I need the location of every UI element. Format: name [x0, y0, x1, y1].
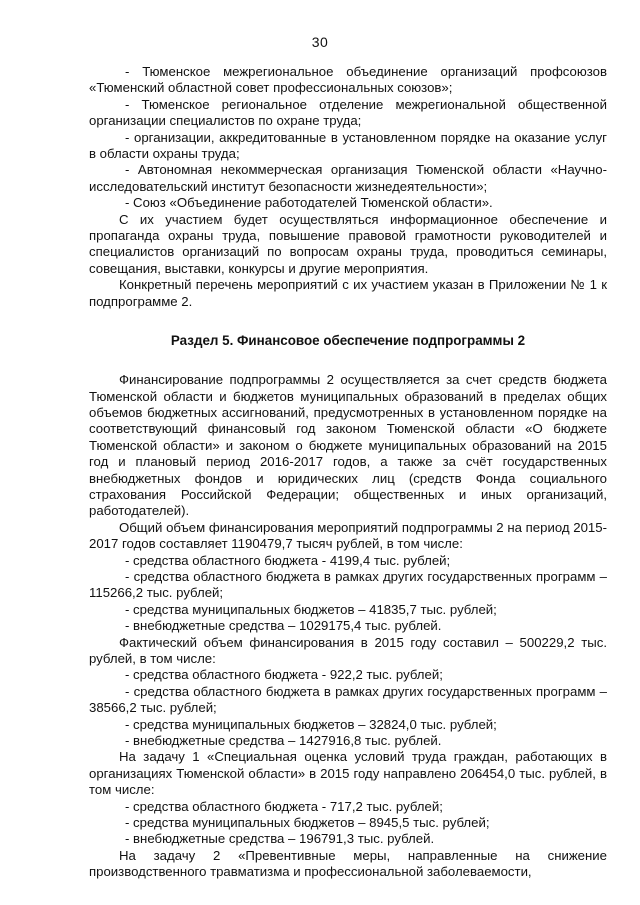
list-item: - средства областного бюджета - 922,2 тыс. рублей;	[125, 667, 443, 683]
paragraph: Конкретный перечень мероприятий с их участием указан в Приложении № 1 к подпрограмме 2.	[89, 277, 607, 309]
list-item: - средства областного бюджета - 4199,4 тыс. рублей;	[125, 552, 451, 568]
list-item: - Союз «Объединение работодателей Тюменской области».	[125, 195, 493, 211]
list-item: - внебюджетные средства – 1427916,8 тыс. рублей.	[125, 733, 442, 749]
list-item: - средства областного бюджета в рамках других государственных программ – 38566,2 тыс. рублей;	[89, 683, 607, 716]
paragraph: С их участием будет осуществляться информационное обеспечение и пропаганда охраны труда, повышение правовой грамотности руководителей и специалистов организаций по вопросам охраны труда, проводиться семинары, совещания, выставки, конкурсы и другие мероприятия.	[89, 211, 607, 276]
list-item: - Автономная некоммерческая организация Тюменской области «Научно-исследовательский институт безопасности жизнедеятельности»;	[89, 162, 607, 194]
paragraph: Общий объем финансирования мероприятий подпрограммы 2 на период 2015-2017 годов составляет 1190479,7 тысяч рублей, в том числе:	[89, 519, 607, 552]
list-item: - организации, аккредитованные в установленном порядке на оказание услуг в области охраны труда;	[89, 129, 607, 162]
list-item: - средства областного бюджета - 717,2 тыс. рублей;	[125, 798, 443, 814]
list-item: - средства муниципальных бюджетов – 41835,7 тыс. рублей;	[125, 601, 497, 617]
list-item: - Тюменское региональное отделение межрегиональной общественной организации специалистов по охране труда;	[89, 96, 607, 129]
list-item: - Тюменское межрегиональное объединение организаций профсоюзов «Тюменский областной совет профессиональных союзов»;	[89, 64, 607, 96]
paragraph: На задачу 2 «Превентивные меры, направленные на снижение производственного травматизма и профессиональной заболеваемости,	[89, 847, 607, 880]
paragraph: Фактический объем финансирования в 2015 году составил – 500229,2 тыс. рублей, в том числе:	[89, 634, 607, 666]
paragraph: На задачу 1 «Специальная оценка условий труда граждан, работающих в организациях Тюменской области» в 2015 году направлено 206454,0 тыс. рублей, в том числе:	[89, 749, 607, 798]
list-item: - средства муниципальных бюджетов – 32824,0 тыс. рублей;	[125, 716, 497, 732]
section-heading: Раздел 5. Финансовое обеспечение подпрограммы 2	[170, 333, 526, 349]
list-item: - внебюджетные средства – 1029175,4 тыс. рублей.	[125, 618, 442, 634]
paragraph: Финансирование подпрограммы 2 осуществляется за счет средств бюджета Тюменской области и бюджетов муниципальных образований в пределах общих объемов бюджетных ассигнований, предусмотренных в установленном порядке на соответствующий финансовый год законом Тюменской области «О бюджете Тюменской области» и законом о бюджете муниципальных образований на 2015 год и плановый период 2016-2017 годов, а также за счёт государственных внебюджетных фондов и юридических лиц (средств Фонда социального страхования Российской Федерации; общественных и иных организаций, работодателей).	[89, 372, 607, 519]
list-item: - средства муниципальных бюджетов – 8945,5 тыс. рублей;	[125, 815, 490, 831]
list-item: - внебюджетные средства – 196791,3 тыс. рублей.	[125, 831, 435, 847]
list-item: - средства областного бюджета в рамках других государственных программ – 115266,2 тыс. рублей;	[89, 568, 607, 601]
page-number: 30	[311, 34, 329, 50]
page-body	[89, 64, 607, 881]
